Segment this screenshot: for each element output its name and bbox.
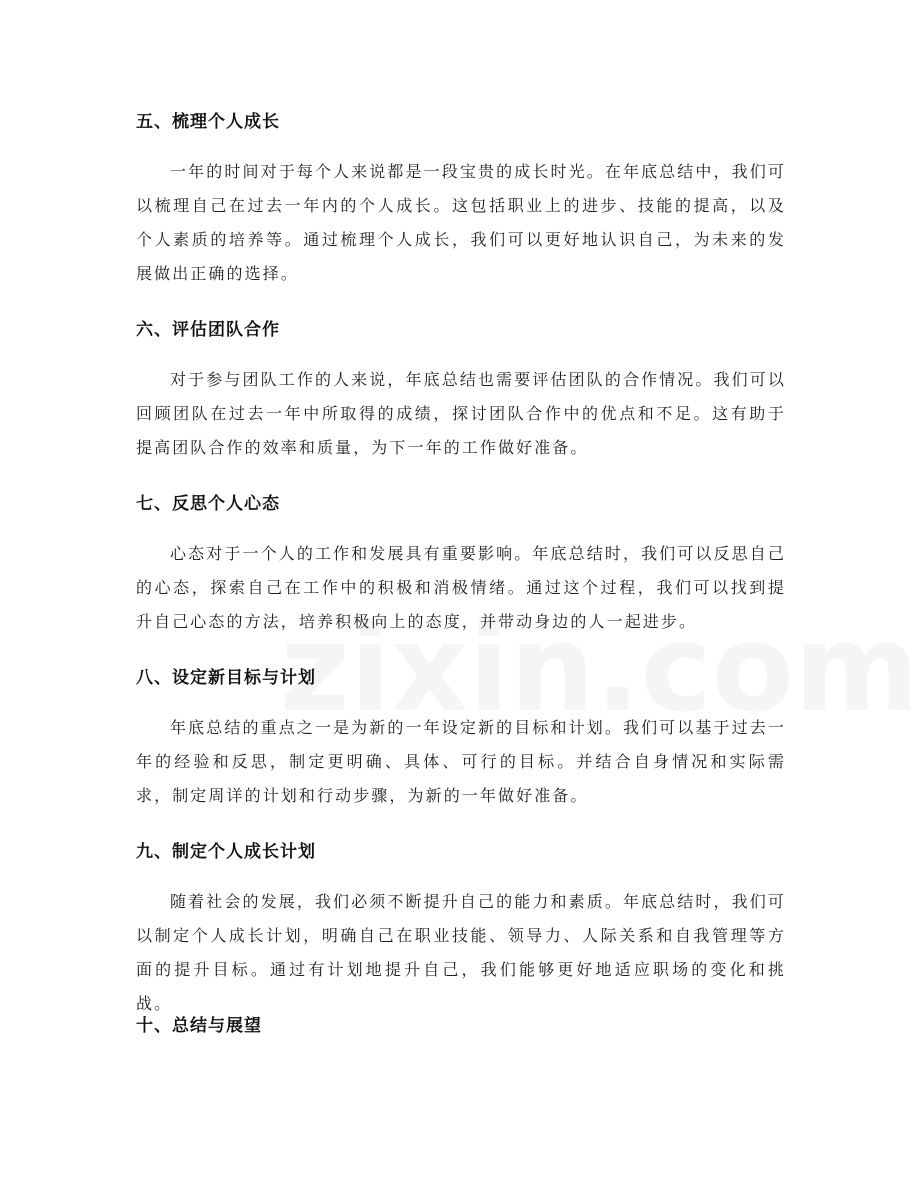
section-heading-5: 五、梳理个人成长: [136, 112, 280, 132]
section-heading-7: 七、反思个人心态: [136, 494, 280, 514]
section-paragraph-5: 一年的时间对于每个人来说都是一段宝贵的成长时光。在年底总结中，我们可以梳理自己在过去一年内的个人成长。这包括职业上的进步、技能的提高，以及个人素质的培养等。通过梳理个人成长，我们可以更好地认识自己，为未来的发展做出正确的选择。: [136, 162, 786, 283]
section-heading-8: 八、设定新目标与计划: [136, 668, 316, 688]
section-heading-6: 六、评估团队合作: [136, 320, 280, 340]
section-heading-9: 九、制定个人成长计划: [136, 842, 316, 862]
section-paragraph-6: 对于参与团队工作的人来说，年底总结也需要评估团队的合作情况。我们可以回顾团队在过去一年中所取得的成绩，探讨团队合作中的优点和不足。这有助于提高团队合作的效率和质量，为下一年的工作做好准备。: [136, 370, 786, 457]
section-paragraph-8: 年底总结的重点之一是为新的一年设定新的目标和计划。我们可以基于过去一年的经验和反思，制定更明确、具体、可行的目标。并结合自身情况和实际需求，制定周详的计划和行动步骤，为新的一年做好准备。: [136, 718, 786, 805]
section-paragraph-9: 随着社会的发展，我们必须不断提升自己的能力和素质。年底总结时，我们可以制定个人成长计划，明确自己在职业技能、领导力、人际关系和自我管理等方面的提升目标。通过有计划地提升自己，我们能够更好地适应职场的变化和挑战。: [136, 892, 786, 1013]
section-heading-10: 十、总结与展望: [136, 1016, 262, 1036]
section-paragraph-7: 心态对于一个人的工作和发展具有重要影响。年底总结时，我们可以反思自己的心态，探索自己在工作中的积极和消极情绪。通过这个过程，我们可以找到提升自己心态的方法，培养积极向上的态度，并带动身边的人一起进步。: [136, 544, 786, 631]
